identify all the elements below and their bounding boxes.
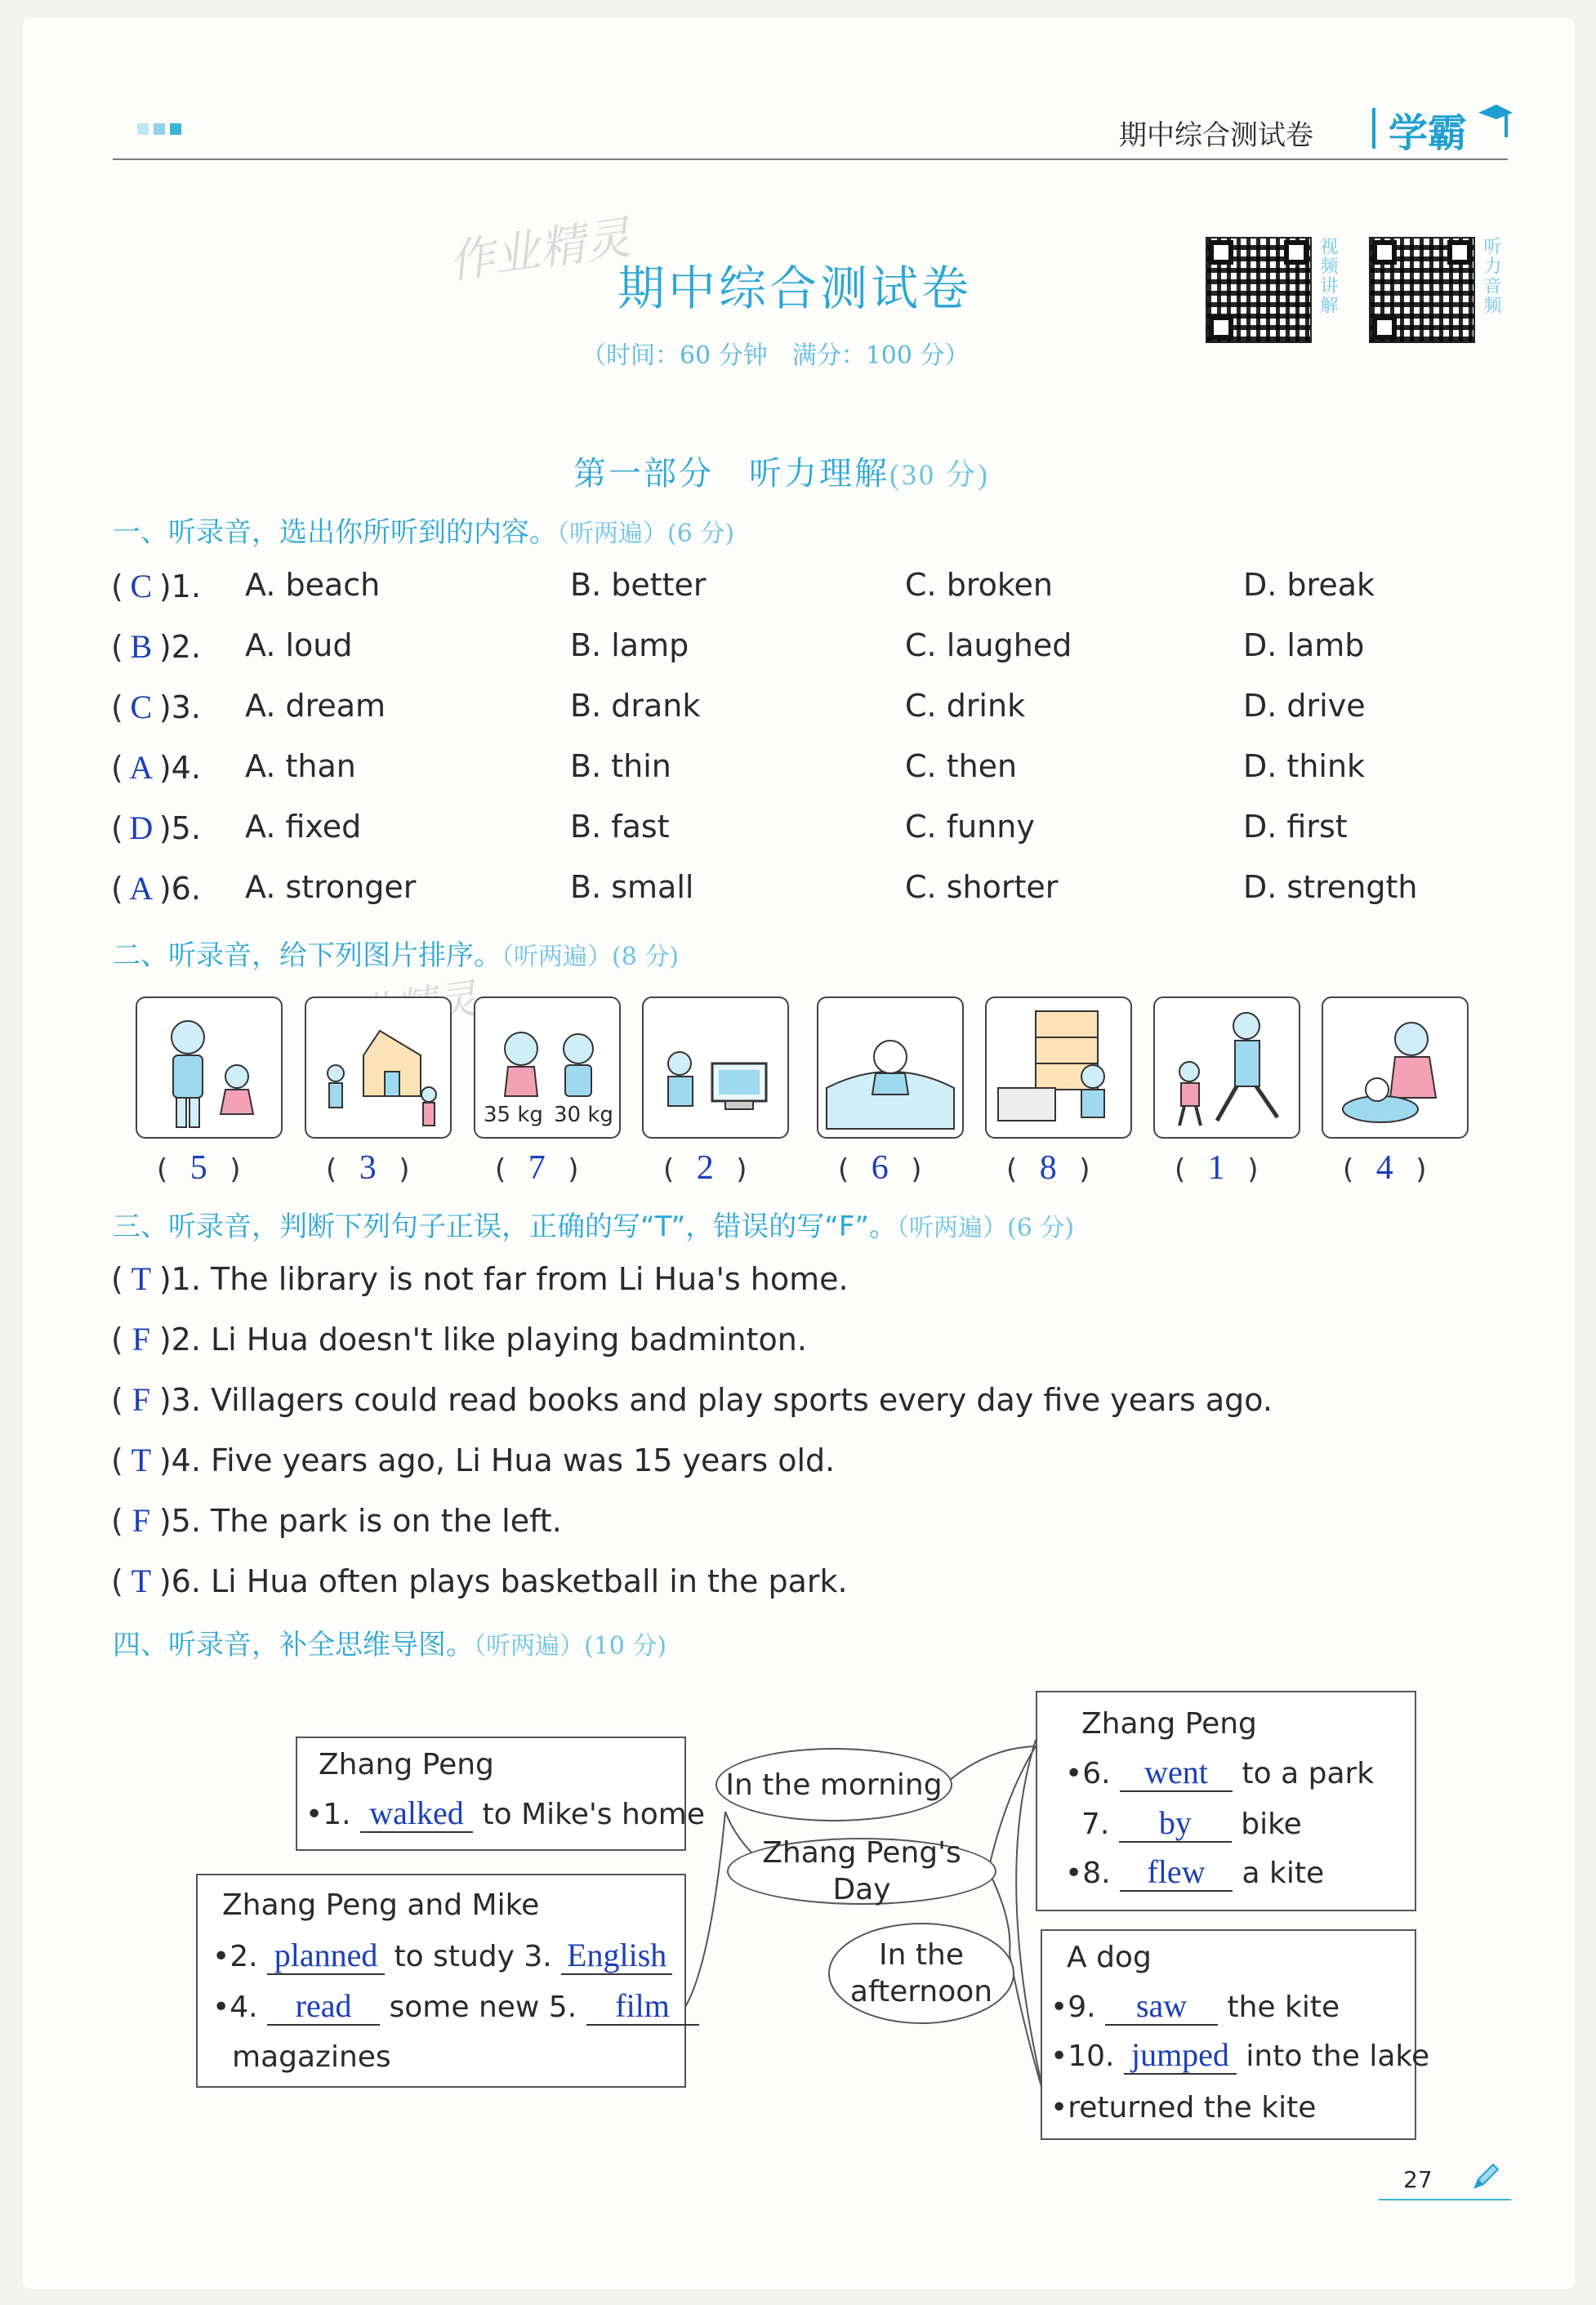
- open-paren: (: [111, 689, 123, 725]
- q1-number: )4.: [158, 750, 201, 786]
- q1-option-c: C. drink: [905, 688, 1026, 724]
- q1-option-d: D. first: [1243, 809, 1348, 845]
- page-number: 27: [1403, 2166, 1433, 2193]
- box4-item-returned: •returned the kite: [1050, 2091, 1317, 2124]
- q3-statement: )2. Li Hua doesn't like playing badminton.: [158, 1322, 807, 1358]
- q1-option-d: D. think: [1243, 748, 1366, 784]
- box1-title: Zhang Peng: [319, 1748, 494, 1781]
- q2-answer-number: 4: [1375, 1149, 1393, 1187]
- box2-item-4-5: •4. read some new 5. film: [212, 1990, 699, 2026]
- box3-title: Zhang Peng: [1081, 1707, 1257, 1741]
- open-paren: (: [111, 810, 123, 846]
- q2-heading: 二、听录音，给下列图片排序。（听两遍）(8 分): [113, 939, 680, 972]
- q2-answer-number: 8: [1039, 1149, 1057, 1187]
- q1-answer: B: [130, 628, 153, 665]
- box2-magazines: magazines: [232, 2040, 391, 2074]
- q1-option-c: C. funny: [905, 809, 1035, 845]
- q3-heading: 三、听录音，判断下列句子正误，正确的写“T”，错误的写“F”。（听两遍）(6 分): [113, 1210, 1075, 1243]
- q1-option-b: B. better: [570, 567, 707, 603]
- part1-title: 第一部分 听力理解(30 分): [573, 455, 990, 493]
- q3-answer: T: [131, 1563, 152, 1599]
- q3-item: ( T )4. Five years ago, Li Hua was 15 years old.: [111, 1442, 836, 1478]
- box-zhang-peng-morning: [296, 1737, 706, 1851]
- q3-statement: )6. Li Hua often plays basketball in the park.: [158, 1563, 848, 1599]
- q2-order-answer: ( 1 ): [1175, 1149, 1259, 1187]
- weight-label-2: 30 kg: [554, 1103, 613, 1127]
- qr-label-video: 视频讲解: [1317, 237, 1338, 315]
- q2-order-answer: ( 2 ): [663, 1149, 747, 1187]
- q1-number: )5.: [158, 810, 201, 846]
- q2-order-answer: ( 6 ): [838, 1149, 922, 1187]
- q1-number: )6.: [158, 871, 201, 907]
- test-meta: （时间：60 分钟 满分：100 分）: [582, 341, 970, 370]
- q2-answer-number: 6: [871, 1149, 889, 1187]
- q2-answer-number: 2: [696, 1149, 714, 1187]
- qr-label-audio: 听力音频: [1481, 237, 1501, 315]
- q3-statement: )4. Five years ago, Li Hua was 15 years old.: [158, 1442, 836, 1478]
- q2-order-answer: ( 7 ): [495, 1149, 579, 1187]
- q1-number: )1.: [158, 568, 201, 604]
- answer-5: film: [586, 1990, 699, 2026]
- q2-order-answer: ( 4 ): [1343, 1149, 1427, 1187]
- answer-4: read: [267, 1990, 380, 2026]
- q1-option-c: C. shorter: [905, 869, 1059, 905]
- q1-answer: A: [129, 870, 154, 907]
- box2-title: Zhang Peng and Mike: [222, 1888, 540, 1922]
- q2-answer-number: 7: [528, 1149, 546, 1187]
- q2-answer-number: 1: [1207, 1149, 1225, 1187]
- q2-answer-number: 3: [359, 1149, 377, 1187]
- q1-option-b: B. fast: [570, 809, 670, 845]
- box2-item-2-3: •2. planned to study 3. English: [212, 1939, 672, 1975]
- footer-rule: [1379, 2199, 1511, 2200]
- q1-option-c: C. broken: [905, 567, 1053, 603]
- q1-option-b: B. thin: [570, 748, 671, 784]
- q1-number: )3.: [158, 689, 201, 725]
- q3-statement: )5. The park is on the left.: [158, 1503, 562, 1539]
- q1-option-c: C. laughed: [905, 627, 1072, 663]
- q1-option-a: A. loud: [245, 627, 353, 663]
- q1-answer: D: [129, 809, 154, 846]
- q3-answer: F: [132, 1381, 150, 1418]
- q1-answer: C: [130, 689, 153, 725]
- q3-answer: F: [132, 1321, 150, 1358]
- running-title: 期中综合测试卷: [1119, 119, 1313, 152]
- answer-6: went: [1120, 1756, 1233, 1792]
- q3-answer: T: [131, 1260, 152, 1297]
- box-zhang-peng-afternoon: [1036, 1691, 1416, 1911]
- q1-answer: A: [129, 749, 154, 786]
- open-paren: (: [111, 750, 123, 786]
- open-paren: (: [111, 568, 123, 604]
- box4-item-10: •10. jumped into the lake: [1050, 2036, 1430, 2073]
- answer-9: saw: [1105, 1990, 1218, 2026]
- q1-option-a: A. stronger: [245, 869, 417, 905]
- brand-logo: 学霸: [1389, 110, 1468, 156]
- answer-3: English: [561, 1939, 672, 1975]
- box1-item-1: •1. walked to Mike's home: [305, 1795, 706, 1831]
- weight-label-1: 35 kg: [484, 1103, 543, 1127]
- open-paren: (: [111, 629, 123, 665]
- q1-option-d: D. drive: [1243, 688, 1366, 724]
- q1-option-d: D. strength: [1243, 869, 1418, 905]
- q3-item: ( F )5. The park is on the left.: [111, 1502, 562, 1539]
- q1-option-b: B. lamp: [570, 627, 689, 663]
- oval-zhang-pengs-day: Zhang Peng's Day: [727, 1838, 996, 1905]
- q1-option-a: A. fixed: [245, 809, 362, 845]
- q3-item: ( T )1. The library is not far from Li Hua's home.: [111, 1260, 849, 1297]
- box4-title: A dog: [1067, 1941, 1152, 1974]
- q1-option-d: D. break: [1243, 567, 1375, 603]
- q2-order-answer: ( 8 ): [1006, 1149, 1090, 1187]
- q2-order-answer: ( 3 ): [326, 1149, 410, 1187]
- open-paren: (: [111, 871, 123, 907]
- box-a-dog: [1041, 1929, 1430, 2140]
- oval-in-the-afternoon: In the afternoon: [828, 1923, 1014, 2024]
- box3-item-7: 7. by bike: [1081, 1804, 1302, 1841]
- q3-item: ( F )3. Villagers could read books and play sports every day five years ago.: [111, 1381, 1273, 1418]
- pencil-icon: [1470, 2160, 1503, 2196]
- q4-heading: 四、听录音，补全思维导图。（听两遍）(10 分): [113, 1629, 667, 1661]
- q3-item: ( T )6. Li Hua often plays basketball in the park.: [111, 1563, 848, 1599]
- q3-answer: T: [131, 1442, 152, 1478]
- answer-2: planned: [267, 1939, 385, 1975]
- q3-answer: F: [132, 1502, 150, 1539]
- answer-1: walked: [360, 1797, 473, 1833]
- answer-10: jumped: [1124, 2039, 1237, 2075]
- page-title: 期中综合测试卷: [617, 261, 973, 316]
- q1-option-b: B. drank: [570, 688, 701, 724]
- q2-answer-number: 5: [189, 1149, 207, 1187]
- q3-statement: )1. The library is not far from Li Hua's home.: [158, 1261, 849, 1297]
- q1-answer: C: [130, 568, 153, 604]
- q3-statement: )3. Villagers could read books and play sports every day five years ago.: [158, 1382, 1273, 1418]
- answer-8: flew: [1120, 1856, 1233, 1892]
- oval-in-the-morning: In the morning: [716, 1748, 952, 1821]
- box3-item-6: •6. went to a park: [1065, 1754, 1375, 1790]
- q1-option-a: A. than: [245, 748, 356, 784]
- q1-option-c: C. then: [905, 748, 1018, 784]
- box3-item-8: •8. flew a kite: [1065, 1853, 1325, 1890]
- q1-option-d: D. lamb: [1243, 627, 1365, 663]
- answer-7: by: [1119, 1807, 1232, 1843]
- q1-option-a: A. beach: [245, 567, 381, 603]
- q1-option-b: B. small: [570, 869, 694, 905]
- q2-order-answer: ( 5 ): [157, 1149, 241, 1187]
- watermark: 作业精灵: [445, 211, 635, 290]
- q1-heading: 一、听录音，选出你所听到的内容。（听两遍）(6 分): [113, 516, 735, 549]
- q1-number: )2.: [158, 629, 201, 665]
- q3-item: ( F )2. Li Hua doesn't like playing badminton.: [111, 1321, 807, 1358]
- box-zhang-peng-and-mike: [196, 1874, 686, 2088]
- q1-option-a: A. dream: [245, 688, 386, 724]
- box4-item-9: •9. saw the kite: [1050, 1987, 1340, 2024]
